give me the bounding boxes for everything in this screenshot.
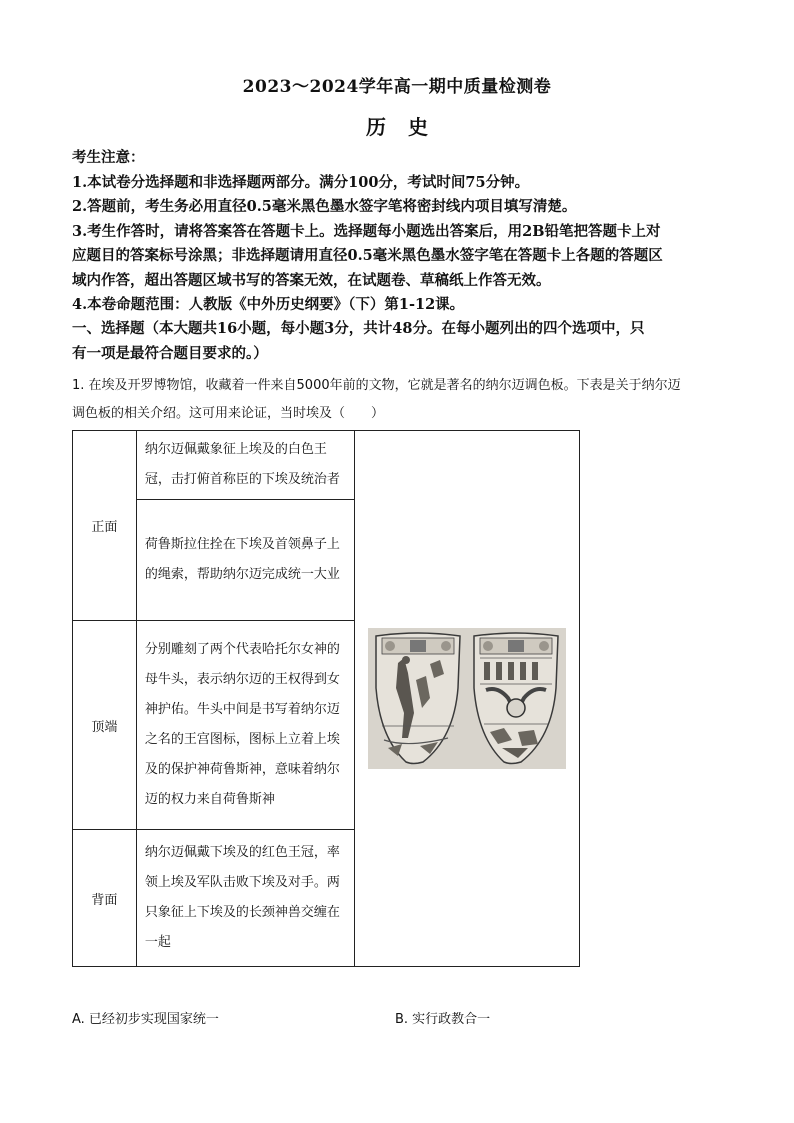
notes-heading: 考生注意： <box>72 149 145 166</box>
section-line: 有一项是最符合题目要求的。） <box>72 344 268 362</box>
row-label-top: 顶端 <box>73 621 137 830</box>
palette-image-cell <box>354 431 579 967</box>
notes-item: 应题目的答案标号涂黑；非选择题请用直径0.5毫米黑色墨水签字笔在答题卡上各题的答题区 <box>72 247 663 264</box>
notes-item: 3.考生作答时，请将答案答在答题卡上。选择题每小题选出答案后，用2B铅笔把答题卡上对 <box>72 222 661 240</box>
notes-item: 2.答题前，考生务必用直径0.5毫米黑色墨水签字笔将密封线内项目填写清楚。 <box>72 198 577 215</box>
notes-item: 域内作答，超出答题区域书写的答案无效，在试题卷、草稿纸上作答无效。 <box>72 271 551 289</box>
question-line: 1. 在埃及开罗博物馆，收藏着一件来自5000年前的文物，它就是著名的纳尔迈调色板。下表是关于纳尔迈 <box>72 378 681 393</box>
table-cell: 纳尔迈佩戴下埃及的红色王冠，率领上埃及军队击败下埃及对手。两只象征上下埃及的长颈神兽交缠在一起 <box>136 830 354 967</box>
palette-illustration <box>368 628 566 769</box>
section-line: 一、选择题（本大题共16小题，每小题3分，共计48分。在每小题列出的四个选项中，只 <box>72 320 645 337</box>
narmer-palette-table <box>72 430 580 967</box>
table-cell: 荷鲁斯拉住拴在下埃及首领鼻子上的绳索，帮助纳尔迈完成统一大业 <box>136 500 354 621</box>
option-b[interactable]: B. 实行政教合一 <box>395 1012 491 1027</box>
notes-item: 4.本卷命题范围：人教版《中外历史纲要》（下）第1-12课。 <box>72 296 465 313</box>
row-label-back: 背面 <box>73 830 137 967</box>
notes-item: 1.本试卷分选择题和非选择题两部分。满分100分，考试时间75分钟。 <box>72 173 530 191</box>
exam-title: 2023～2024学年高一期中质量检测卷 <box>242 77 552 97</box>
subject-title: 历史 <box>366 115 450 139</box>
option-a[interactable]: A. 已经初步实现国家统一 <box>72 1012 219 1027</box>
table-cell: 纳尔迈佩戴象征上埃及的白色王冠，击打俯首称臣的下埃及统治者 <box>136 431 354 500</box>
candidate-notes <box>72 146 724 318</box>
question-1-stem <box>72 372 724 428</box>
question-line: 调色板的相关介绍。这可用来论证，当时埃及（ ） <box>72 406 385 421</box>
table-row <box>73 431 580 500</box>
narmer-palette-image <box>368 628 566 769</box>
table-cell: 分别雕刻了两个代表哈托尔女神的母牛头，表示纳尔迈的王权得到女神护佑。牛头中间是书写着纳尔迈之名的王宫图标，图标上立着上埃及的保护神荷鲁斯神，意味着纳尔迈的权力来自荷鲁斯神 <box>136 621 354 830</box>
row-label-front: 正面 <box>73 431 137 621</box>
section-heading <box>72 317 724 366</box>
